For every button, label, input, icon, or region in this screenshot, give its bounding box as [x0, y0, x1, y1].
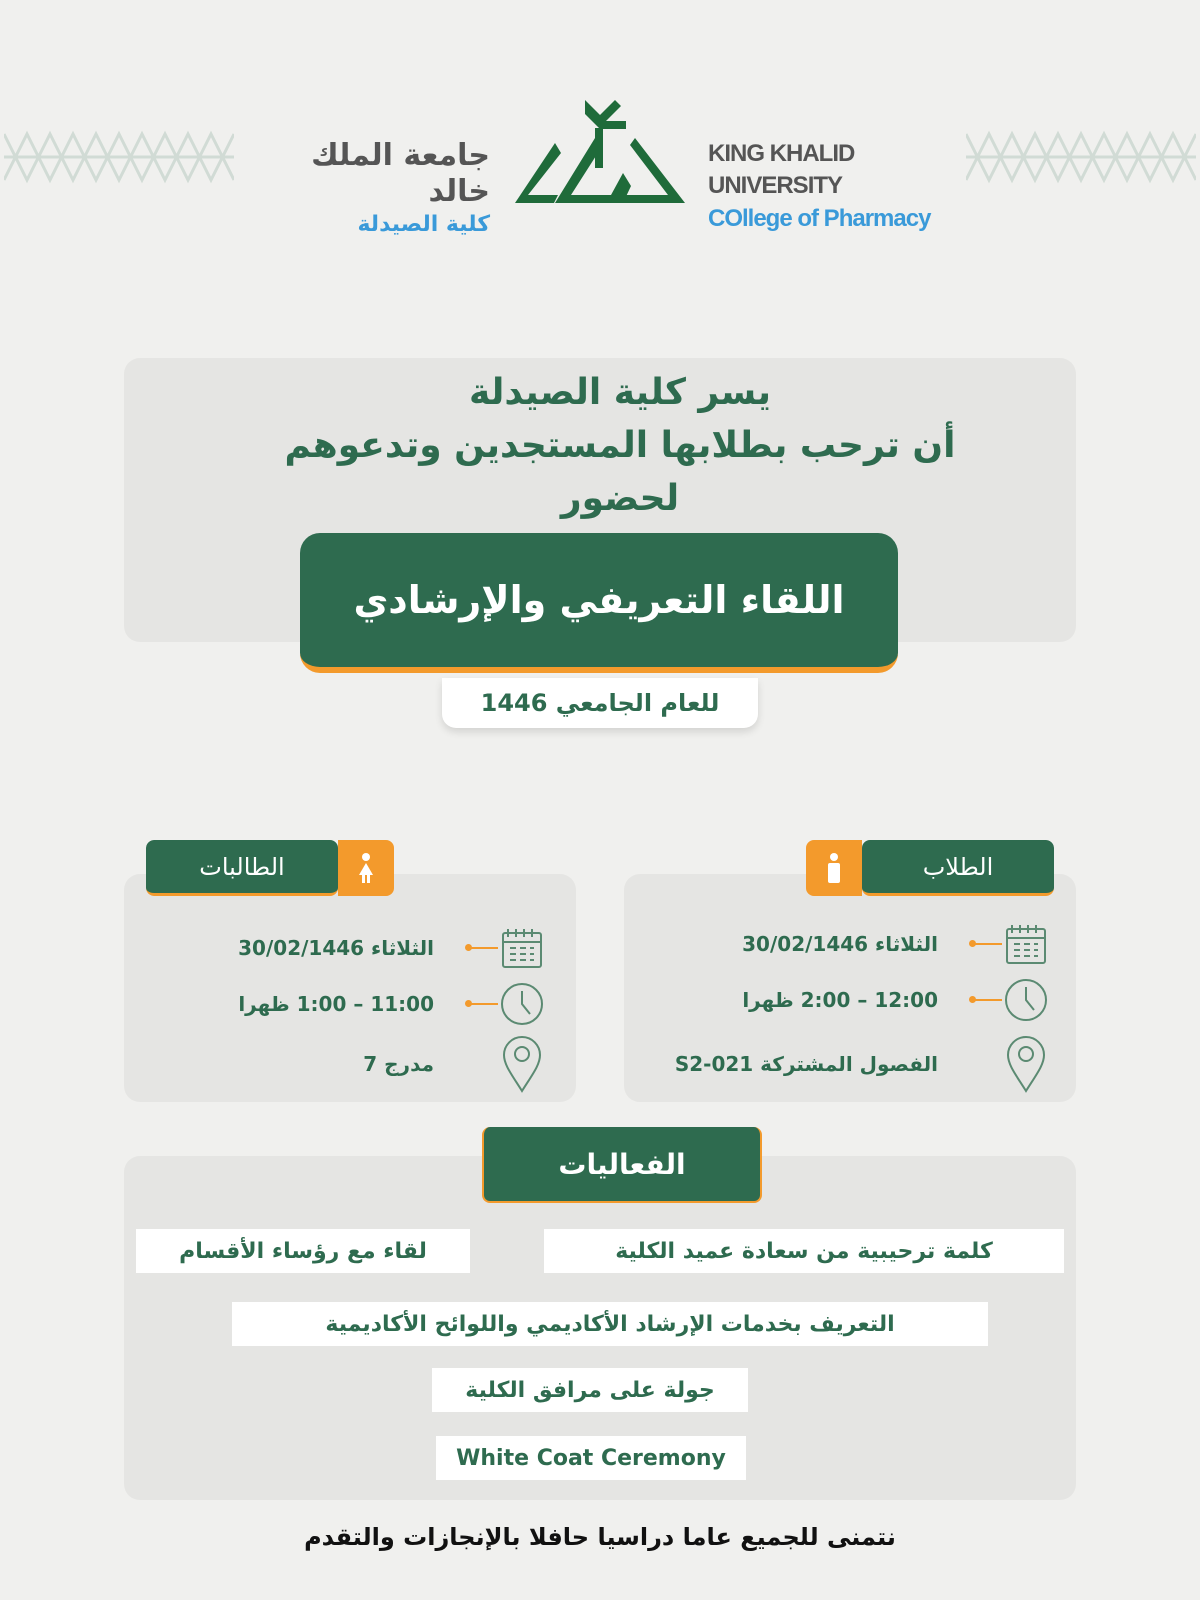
male-location: الفصول المشتركة S2-021: [674, 1052, 938, 1076]
female-label: الطالبات: [146, 840, 338, 896]
academic-year: للعام الجامعي 1446: [480, 689, 720, 717]
university-name-arabic: [250, 138, 490, 240]
intro-line-3: لحضور: [560, 478, 680, 519]
decorative-pattern-left: [4, 128, 234, 186]
intro-line-2: أن ترحب بطلابها المستجدين وتدعوهم: [284, 425, 956, 466]
female-students-tab: [146, 840, 394, 896]
male-time-row: [742, 976, 1050, 1024]
college-en: COllege of Pharmacy: [708, 205, 931, 232]
intro-line-1: يسر كلية الصيدلة: [469, 372, 771, 413]
university-ar: جامعة الملك خالد: [311, 138, 490, 209]
male-label: الطلاب: [862, 840, 1054, 896]
academic-year-badge: [442, 678, 758, 728]
activity-item: لقاء مع رؤساء الأقسام: [136, 1229, 470, 1273]
male-date: الثلاثاء 30/02/1446: [742, 932, 938, 956]
college-ar: كلية الصيدلة: [357, 212, 490, 237]
male-location-row: [675, 1040, 1050, 1088]
male-time: 12:00 – 2:00 ظهرا: [742, 988, 938, 1012]
female-time: 11:00 – 1:00 ظهرا: [238, 992, 434, 1016]
footer-message: نتمنى للجميع عاما دراسيا حافلا بالإنجازات والتقدم: [304, 1523, 896, 1551]
university-name-english: [708, 138, 948, 236]
activity-item: كلمة ترحيبية من سعادة عميد الكلية: [544, 1229, 1064, 1273]
female-icon: [338, 840, 394, 896]
location-pin-icon: [1002, 1040, 1050, 1088]
activity-item: White Coat Ceremony: [436, 1436, 746, 1480]
calendar-icon: [498, 924, 546, 972]
female-time-row: [238, 980, 546, 1028]
event-title: اللقاء التعريفي والإرشادي: [353, 578, 845, 622]
clock-icon: [1002, 976, 1050, 1024]
female-date: الثلاثاء 30/02/1446: [238, 936, 434, 960]
decorative-pattern-right: [966, 128, 1196, 186]
female-date-row: [238, 924, 546, 972]
kku-logo-icon: [515, 98, 685, 208]
female-location-row: [363, 1040, 546, 1088]
male-icon: [806, 840, 862, 896]
activity-item: جولة على مرافق الكلية: [432, 1368, 748, 1412]
female-location: مدرج 7: [363, 1052, 434, 1076]
university-en: KING KHALID UNIVERSITY: [708, 140, 855, 199]
activities-title-box: [482, 1127, 762, 1203]
activity-item: التعريف بخدمات الإرشاد الأكاديمي واللوائح الأكاديمية: [232, 1302, 988, 1346]
male-students-tab: [806, 840, 1054, 896]
male-date-row: [742, 920, 1050, 968]
location-pin-icon: [498, 1040, 546, 1088]
event-title-banner: [300, 533, 898, 673]
activities-title: الفعاليات: [558, 1147, 686, 1181]
calendar-icon: [1002, 920, 1050, 968]
clock-icon: [498, 980, 546, 1028]
